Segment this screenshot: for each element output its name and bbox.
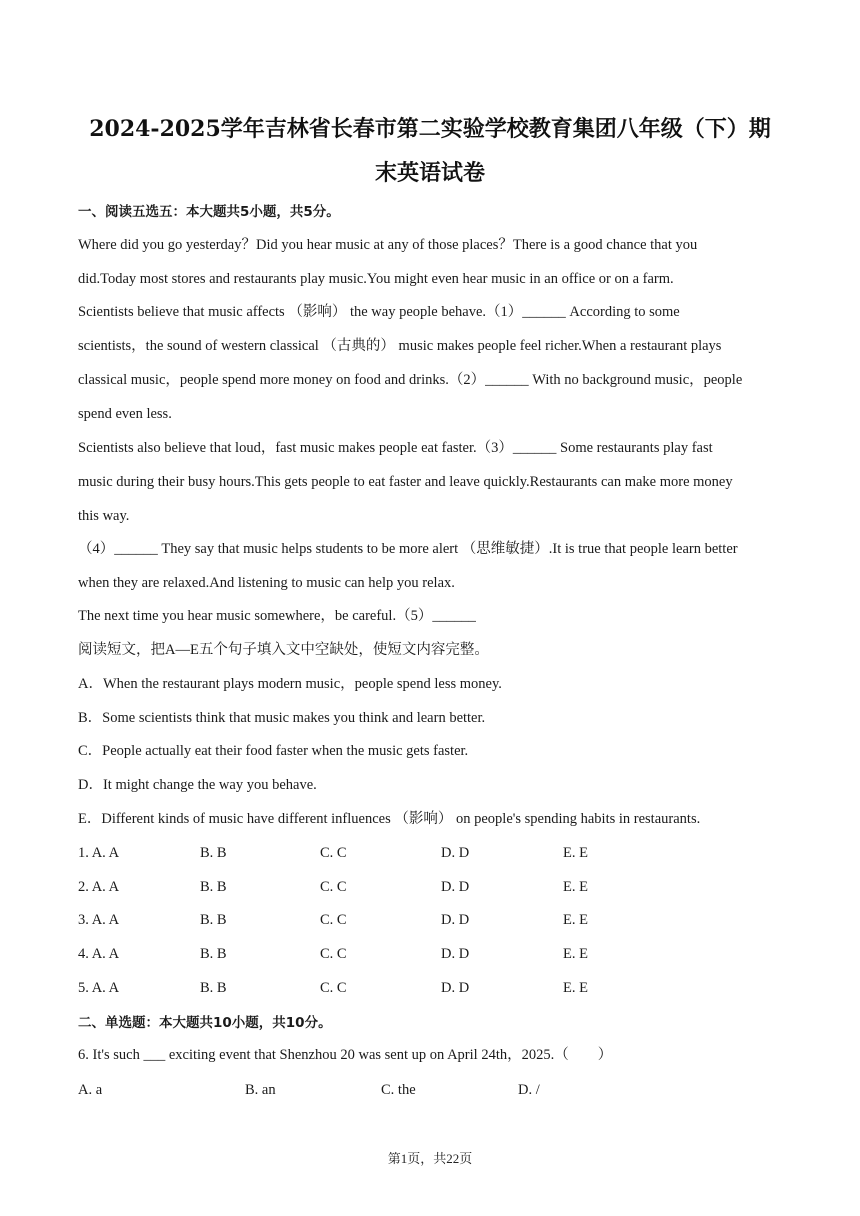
passage-line: scientists，the sound of western classical （古典的） music makes people feel richer.When a restaurant plays [78, 338, 722, 354]
choice-b[interactable]: B. an [245, 1082, 276, 1098]
option-sentence-a: A．When the restaurant plays modern music，people spend less money. [78, 676, 502, 692]
passage-line: did.Today most stores and restaurants play music.You might even hear music in an office or on a farm. [78, 271, 674, 287]
choice-d[interactable]: D. D [441, 980, 470, 996]
passage-line: Where did you go yesterday？Did you hear music at any of those places？There is a good chance that you [78, 237, 698, 253]
choice-b[interactable]: B. B [200, 879, 227, 895]
passage-line: when they are relaxed.And listening to music can help you relax. [78, 575, 455, 591]
choice-d[interactable]: D. D [441, 946, 470, 962]
question-6-stem: 6. It's such ___ exciting event that Shenzhou 20 was sent up on April 24th，2025.（ ） [78, 1047, 613, 1063]
choice-b[interactable]: B. B [200, 912, 227, 928]
choice-e[interactable]: E. E [563, 845, 588, 861]
passage-line: music during their busy hours.This gets people to eat faster and leave quickly.Restaurants can make more money [78, 474, 733, 490]
passage-line: this way. [78, 508, 130, 524]
exam-title-line-1: 2024-2025学年吉林省长春市第二实验学校教育集团八年级（下）期 [89, 116, 771, 142]
choice-b[interactable]: B. B [200, 845, 227, 861]
choice-e[interactable]: E. E [563, 879, 588, 895]
choice-e[interactable]: E. E [563, 946, 588, 962]
choice-e[interactable]: E. E [563, 980, 588, 996]
passage-line: （4）______ They say that music helps students to be more alert （思维敏捷）.It is true that people learn better [78, 541, 738, 557]
choice-c[interactable]: C. C [320, 845, 347, 861]
option-sentence-e: E．Different kinds of music have different influences （影响） on people's spending habits in restaurants. [78, 811, 701, 827]
choice-b[interactable]: B. B [200, 946, 227, 962]
passage-line: The next time you hear music somewhere，be careful.（5）______ [78, 608, 476, 624]
option-sentence-b: B．Some scientists think that music makes you think and learn better. [78, 710, 486, 726]
passage-line: classical music，people spend more money on food and drinks.（2）______ With no background music，people [78, 372, 743, 388]
section-2-heading: 二、单选题：本大题共10小题，共10分。 [78, 1015, 332, 1031]
page-number-footer: 第1页，共22页 [387, 1151, 473, 1166]
choice-a[interactable]: 4. A. A [78, 946, 120, 962]
choice-c[interactable]: C. C [320, 980, 347, 996]
passage-line: Scientists also believe that loud，fast music makes people eat faster.（3）______ Some restaurants play fast [78, 440, 713, 456]
exam-title-line-2: 末英语试卷 [374, 160, 485, 186]
passage-line: Scientists believe that music affects （影响） the way people behave.（1）______ According to some [78, 304, 680, 320]
choice-d[interactable]: D. D [441, 845, 470, 861]
section-1-instruction: 阅读短文，把A—E五个句子填入文中空缺处，使短文内容完整。 [78, 642, 489, 658]
choice-c[interactable]: C. C [320, 912, 347, 928]
choice-a[interactable]: 5. A. A [78, 980, 120, 996]
choice-c[interactable]: C. the [381, 1082, 416, 1098]
choice-d[interactable]: D. / [518, 1082, 540, 1098]
choice-c[interactable]: C. C [320, 879, 347, 895]
choice-b[interactable]: B. B [200, 980, 227, 996]
option-sentence-c: C．People actually eat their food faster when the music gets faster. [78, 743, 469, 759]
choice-a[interactable]: 1. A. A [78, 845, 120, 861]
choice-a[interactable]: A. a [78, 1082, 103, 1098]
option-sentence-d: D．It might change the way you behave. [78, 777, 317, 793]
choice-a[interactable]: 2. A. A [78, 879, 120, 895]
choice-e[interactable]: E. E [563, 912, 588, 928]
choice-d[interactable]: D. D [441, 879, 470, 895]
choice-c[interactable]: C. C [320, 946, 347, 962]
choice-a[interactable]: 3. A. A [78, 912, 120, 928]
choice-d[interactable]: D. D [441, 912, 470, 928]
section-1-heading: 一、阅读五选五：本大题共5小题，共5分。 [78, 204, 340, 220]
passage-line: spend even less. [78, 406, 172, 422]
